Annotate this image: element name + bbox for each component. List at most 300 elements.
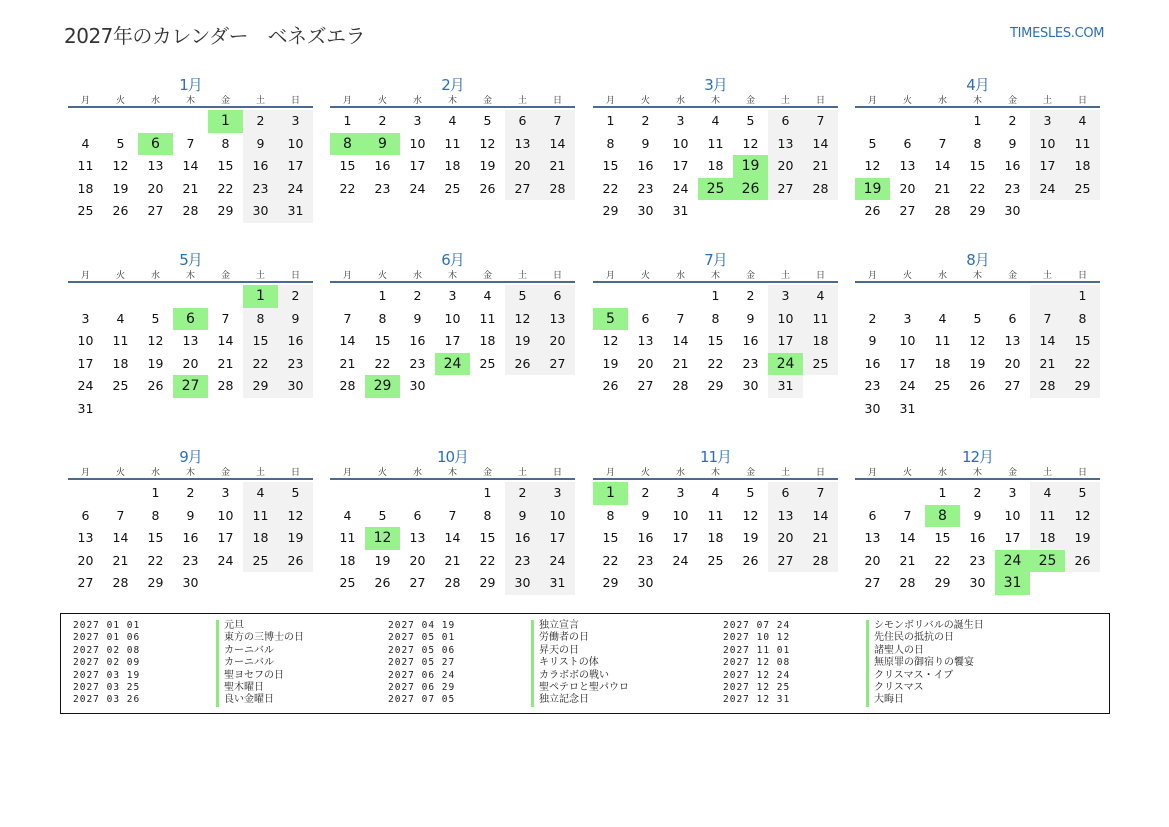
day-grid	[330, 283, 575, 398]
day-cell: 3	[278, 110, 313, 133]
weekday-label: 月	[342, 468, 352, 478]
month-name: 8月	[966, 251, 989, 269]
holiday-name: 独立宣言	[539, 620, 579, 631]
day-cell: 24	[409, 180, 426, 196]
day-cell: 28	[444, 575, 461, 590]
holiday-marker	[866, 682, 869, 694]
day-cell: 20	[182, 355, 199, 371]
holiday-name: カラボボの戦い	[539, 669, 609, 681]
day-cell: 7	[116, 507, 125, 523]
day-cell: 26	[864, 203, 881, 218]
empty-cell	[208, 398, 243, 421]
holiday-date: 2027 10 12	[723, 632, 791, 644]
day-cell: 10	[540, 505, 575, 528]
day-cell: 3	[540, 482, 575, 505]
day-cell: 26	[112, 203, 129, 218]
day-cell: 9	[973, 507, 982, 523]
day-cell: 3	[81, 310, 90, 326]
day-cell: 7	[186, 135, 195, 151]
day-cell: 10	[672, 135, 689, 151]
holiday-marker	[531, 645, 534, 657]
day-cell: 20	[768, 155, 803, 178]
day-cell: 1	[938, 485, 947, 500]
day-cell: 31	[77, 400, 94, 416]
day-cell: 2	[278, 285, 313, 308]
day-cell: 25	[339, 575, 356, 590]
weekday-label: 水	[937, 96, 947, 106]
holiday-day-cell: 24	[768, 353, 803, 376]
day-cell: 22	[217, 180, 234, 196]
empty-cell	[628, 285, 663, 308]
day-cell: 13	[899, 158, 916, 173]
holiday-marker	[216, 657, 219, 669]
day-cell: 5	[483, 113, 492, 128]
day-cell: 12	[505, 308, 540, 331]
holiday-name: 良い金曜日	[224, 694, 274, 706]
month-12	[855, 446, 1100, 595]
holiday-name: 諸聖人の日	[874, 644, 924, 656]
holiday-name: 昇天の日	[539, 644, 579, 656]
weekday-label: 月	[80, 271, 90, 281]
day-cell: 24	[672, 552, 689, 568]
weekday-label: 水	[937, 468, 947, 478]
day-cell: 26	[278, 550, 313, 573]
day-cell: 18	[112, 355, 129, 371]
day-cell: 11	[707, 135, 724, 151]
day-cell: 12	[602, 333, 619, 348]
day-cell: 11	[339, 530, 356, 545]
empty-cell	[733, 200, 768, 223]
holiday-date: 2027 03 19	[73, 669, 141, 681]
weekday-label: 金	[220, 271, 230, 281]
day-cell: 7	[1030, 308, 1065, 331]
day-cell: 21	[899, 552, 916, 568]
day-cell: 15	[934, 530, 951, 545]
weekday-label: 水	[150, 468, 160, 478]
day-cell: 13	[1004, 333, 1021, 348]
weekday-label: 金	[220, 468, 230, 478]
day-cell: 19	[505, 330, 540, 353]
day-cell: 14	[339, 333, 356, 348]
page-title: 2027年のカレンダー ベネズエラ	[64, 24, 366, 48]
holiday-row	[388, 657, 629, 669]
holiday-day-cell: 1	[243, 285, 278, 308]
day-cell: 7	[540, 110, 575, 133]
day-cell: 19	[112, 180, 129, 196]
empty-cell	[365, 482, 400, 505]
day-cell: 20	[864, 552, 881, 568]
day-cell: 21	[803, 155, 838, 178]
weekday-header	[330, 96, 575, 108]
day-cell: 24	[899, 378, 916, 393]
day-cell: 23	[637, 180, 654, 196]
day-cell: 5	[973, 310, 982, 326]
empty-cell	[960, 285, 995, 308]
day-cell: 18	[707, 530, 724, 545]
day-cell: 3	[221, 485, 230, 500]
day-cell: 19	[479, 158, 496, 173]
weekday-label: 火	[640, 271, 650, 281]
empty-cell	[208, 285, 243, 308]
day-cell: 26	[1065, 550, 1100, 573]
empty-cell	[1065, 398, 1100, 421]
day-cell: 13	[864, 530, 881, 545]
day-cell: 13	[182, 333, 199, 348]
holiday-column	[723, 620, 984, 707]
empty-cell	[138, 285, 173, 308]
empty-cell	[855, 285, 890, 308]
day-cell: 13	[637, 333, 654, 348]
day-cell: 26	[147, 378, 164, 393]
day-cell: 25	[934, 378, 951, 393]
holiday-day-cell: 19	[733, 155, 768, 178]
day-grid	[593, 108, 838, 223]
day-cell: 14	[1030, 330, 1065, 353]
holiday-date: 2027 12 08	[723, 657, 791, 669]
weekday-label: 火	[115, 468, 125, 478]
weekday-label: 金	[482, 96, 492, 106]
day-cell: 5	[1065, 482, 1100, 505]
empty-cell	[1030, 200, 1065, 223]
empty-cell	[243, 572, 278, 595]
day-cell: 28	[672, 378, 689, 393]
day-cell: 13	[147, 158, 164, 173]
day-cell: 20	[505, 155, 540, 178]
day-cell: 2	[973, 485, 982, 500]
day-cell: 16	[374, 158, 391, 173]
day-cell: 1	[151, 485, 160, 500]
holiday-day-cell: 25	[698, 178, 733, 201]
holiday-row	[73, 682, 304, 694]
day-cell: 7	[803, 482, 838, 505]
empty-cell	[243, 398, 278, 421]
weekday-header	[855, 468, 1100, 480]
month-name: 11月	[699, 448, 732, 466]
weekday-label: 日	[815, 96, 825, 106]
day-cell: 14	[899, 530, 916, 545]
day-cell: 9	[868, 333, 877, 348]
day-cell: 5	[378, 507, 387, 523]
day-cell: 11	[1030, 505, 1065, 528]
weekday-label: 日	[815, 468, 825, 478]
weekday-label: 日	[290, 468, 300, 478]
day-cell: 6	[413, 507, 422, 523]
holiday-row	[388, 670, 629, 682]
holiday-name: カーニバル	[224, 644, 274, 656]
day-cell: 27	[768, 178, 803, 201]
holiday-name: 東方の三博士の日	[224, 632, 304, 644]
day-cell: 21	[217, 355, 234, 371]
day-cell: 17	[278, 155, 313, 178]
day-cell: 11	[479, 310, 496, 326]
holiday-marker	[531, 694, 534, 706]
holiday-day-cell: 24	[435, 353, 470, 376]
holiday-day-cell: 1	[593, 482, 628, 505]
day-cell: 26	[742, 552, 759, 568]
day-cell: 20	[77, 552, 94, 568]
day-cell: 6	[81, 507, 90, 523]
weekday-header	[855, 271, 1100, 283]
day-cell: 27	[540, 353, 575, 376]
holiday-row	[73, 645, 304, 657]
day-cell: 2	[413, 288, 422, 303]
weekday-label: 水	[150, 96, 160, 106]
weekday-label: 土	[517, 271, 527, 281]
empty-cell	[855, 482, 890, 505]
day-cell: 19	[147, 355, 164, 371]
day-cell: 22	[969, 180, 986, 196]
day-cell: 11	[444, 135, 461, 151]
holiday-name: 無原罪の御宿りの饗宴	[874, 657, 974, 669]
weekday-label: 月	[867, 271, 877, 281]
site-link[interactable]: TIMESLES.COM	[1010, 26, 1105, 41]
day-cell: 10	[444, 310, 461, 326]
day-cell: 14	[217, 333, 234, 348]
month-name: 1月	[179, 76, 202, 94]
day-cell: 21	[444, 552, 461, 568]
day-cell: 22	[339, 180, 356, 196]
day-cell: 23	[742, 355, 759, 371]
day-grid	[330, 480, 575, 595]
day-cell: 1	[606, 113, 615, 128]
day-cell: 10	[217, 507, 234, 523]
empty-cell	[138, 398, 173, 421]
day-cell: 20	[899, 180, 916, 196]
day-cell: 4	[483, 288, 492, 303]
day-cell: 30	[742, 378, 759, 393]
weekday-label: 水	[675, 271, 685, 281]
day-cell: 6	[1008, 310, 1017, 326]
day-cell: 24	[278, 178, 313, 201]
day-cell: 3	[448, 288, 457, 303]
day-cell: 31	[278, 200, 313, 223]
day-cell: 28	[112, 575, 129, 590]
day-cell: 21	[803, 527, 838, 550]
month-name: 6月	[441, 251, 464, 269]
day-cell: 23	[637, 552, 654, 568]
day-cell: 25	[243, 550, 278, 573]
weekday-label: 日	[1077, 468, 1087, 478]
day-cell: 23	[409, 355, 426, 371]
empty-cell	[803, 572, 838, 595]
weekday-label: 土	[255, 96, 265, 106]
day-cell: 10	[768, 308, 803, 331]
day-grid	[68, 480, 313, 595]
empty-cell	[803, 375, 838, 398]
day-cell: 29	[1065, 375, 1100, 398]
holiday-day-cell: 19	[855, 178, 890, 201]
holiday-row	[73, 632, 304, 644]
day-cell: 18	[77, 180, 94, 196]
holiday-date: 2027 02 08	[73, 644, 141, 656]
day-cell: 7	[221, 310, 230, 326]
empty-cell	[925, 110, 960, 133]
day-cell: 12	[742, 507, 759, 523]
day-cell: 22	[707, 355, 724, 371]
day-cell: 25	[707, 552, 724, 568]
weekday-header	[330, 271, 575, 283]
day-cell: 17	[540, 527, 575, 550]
day-cell: 7	[938, 135, 947, 151]
holiday-marker	[216, 670, 219, 682]
day-cell: 6	[505, 110, 540, 133]
day-cell: 26	[602, 378, 619, 393]
empty-cell	[890, 482, 925, 505]
holiday-marker	[216, 694, 219, 706]
day-cell: 2	[505, 482, 540, 505]
day-cell: 2	[641, 113, 650, 128]
day-cell: 15	[339, 158, 356, 173]
weekday-label: 木	[972, 271, 982, 281]
day-cell: 16	[969, 530, 986, 545]
weekday-label: 月	[867, 468, 877, 478]
empty-cell	[1065, 572, 1100, 595]
day-cell: 9	[186, 507, 195, 523]
day-grid	[855, 108, 1100, 223]
day-cell: 13	[768, 505, 803, 528]
holiday-marker	[216, 645, 219, 657]
day-cell: 29	[479, 575, 496, 590]
day-cell: 2	[1008, 113, 1017, 128]
day-cell: 1	[1065, 285, 1100, 308]
weekday-label: 土	[1042, 96, 1052, 106]
day-cell: 15	[479, 530, 496, 545]
day-cell: 27	[864, 575, 881, 590]
day-cell: 9	[243, 133, 278, 156]
day-cell: 18	[243, 527, 278, 550]
day-cell: 10	[409, 135, 426, 151]
day-cell: 9	[413, 310, 422, 326]
day-cell: 8	[151, 507, 160, 523]
day-cell: 21	[934, 180, 951, 196]
holiday-column	[388, 620, 629, 707]
empty-cell	[698, 572, 733, 595]
holiday-row	[73, 670, 304, 682]
holiday-row	[723, 620, 984, 632]
day-cell: 14	[112, 530, 129, 545]
day-cell: 8	[973, 135, 982, 151]
day-cell: 10	[278, 133, 313, 156]
holiday-day-cell: 24	[995, 550, 1030, 573]
day-cell: 30	[243, 200, 278, 223]
day-cell: 27	[637, 378, 654, 393]
day-cell: 31	[540, 572, 575, 595]
holiday-date: 2027 07 24	[723, 620, 791, 631]
day-cell: 17	[768, 330, 803, 353]
day-cell: 17	[217, 530, 234, 545]
day-cell: 9	[746, 310, 755, 326]
weekday-header	[593, 271, 838, 283]
day-cell: 2	[243, 110, 278, 133]
day-cell: 21	[1030, 353, 1065, 376]
weekday-label: 日	[290, 96, 300, 106]
day-cell: 30	[1004, 203, 1021, 218]
holiday-marker	[216, 682, 219, 694]
day-cell: 16	[864, 355, 881, 371]
weekday-label: 土	[517, 96, 527, 106]
holiday-date: 2027 03 25	[73, 681, 141, 693]
day-cell: 5	[746, 485, 755, 500]
day-cell: 12	[278, 505, 313, 528]
holiday-name: カーニバル	[224, 657, 274, 669]
holiday-date: 2027 05 06	[388, 644, 456, 656]
day-cell: 26	[479, 180, 496, 196]
month-1	[68, 74, 313, 223]
empty-cell	[278, 572, 313, 595]
weekday-label: 火	[115, 96, 125, 106]
day-cell: 23	[278, 353, 313, 376]
day-cell: 30	[864, 400, 881, 416]
day-cell: 28	[803, 550, 838, 573]
holiday-date: 2027 01 01	[73, 620, 141, 631]
weekday-label: 金	[745, 96, 755, 106]
weekday-label: 火	[902, 96, 912, 106]
day-cell: 27	[899, 203, 916, 218]
empty-cell	[173, 110, 208, 133]
day-cell: 9	[641, 135, 650, 151]
day-cell: 14	[803, 133, 838, 156]
weekday-label: 日	[1077, 96, 1087, 106]
day-cell: 22	[374, 355, 391, 371]
day-cell: 28	[182, 203, 199, 218]
weekday-label: 火	[902, 468, 912, 478]
holiday-row	[723, 657, 984, 669]
day-cell: 16	[742, 333, 759, 348]
holiday-day-cell: 6	[138, 133, 173, 156]
month-name: 9月	[179, 448, 202, 466]
day-cell: 5	[746, 113, 755, 128]
weekday-label: 火	[115, 271, 125, 281]
holiday-name: 大晦日	[874, 694, 904, 706]
empty-cell	[663, 572, 698, 595]
day-cell: 9	[505, 505, 540, 528]
weekday-label: 土	[780, 468, 790, 478]
day-cell: 2	[868, 310, 877, 326]
day-cell: 25	[1065, 178, 1100, 201]
month-name: 12月	[961, 448, 994, 466]
weekday-label: 木	[185, 468, 195, 478]
day-cell: 20	[768, 527, 803, 550]
weekday-label: 木	[447, 96, 457, 106]
weekday-label: 火	[377, 96, 387, 106]
holiday-marker	[866, 645, 869, 657]
day-cell: 12	[864, 158, 881, 173]
holiday-marker	[866, 620, 869, 632]
day-cell: 4	[81, 135, 90, 151]
weekday-header	[855, 96, 1100, 108]
day-cell: 14	[540, 133, 575, 156]
day-cell: 6	[641, 310, 650, 326]
day-cell: 23	[243, 178, 278, 201]
day-cell: 22	[1065, 353, 1100, 376]
month-name: 10月	[436, 448, 469, 466]
weekday-label: 火	[640, 468, 650, 478]
day-cell: 27	[77, 575, 94, 590]
day-cell: 23	[1004, 180, 1021, 196]
day-cell: 13	[505, 133, 540, 156]
day-cell: 21	[112, 552, 129, 568]
weekday-label: 水	[412, 271, 422, 281]
day-cell: 8	[606, 507, 615, 523]
weekday-header	[68, 96, 313, 108]
weekday-label: 日	[552, 96, 562, 106]
day-cell: 27	[768, 550, 803, 573]
day-cell: 1	[973, 113, 982, 128]
day-cell: 23	[505, 550, 540, 573]
empty-cell	[470, 375, 505, 398]
day-cell: 4	[448, 113, 457, 128]
day-cell: 28	[899, 575, 916, 590]
